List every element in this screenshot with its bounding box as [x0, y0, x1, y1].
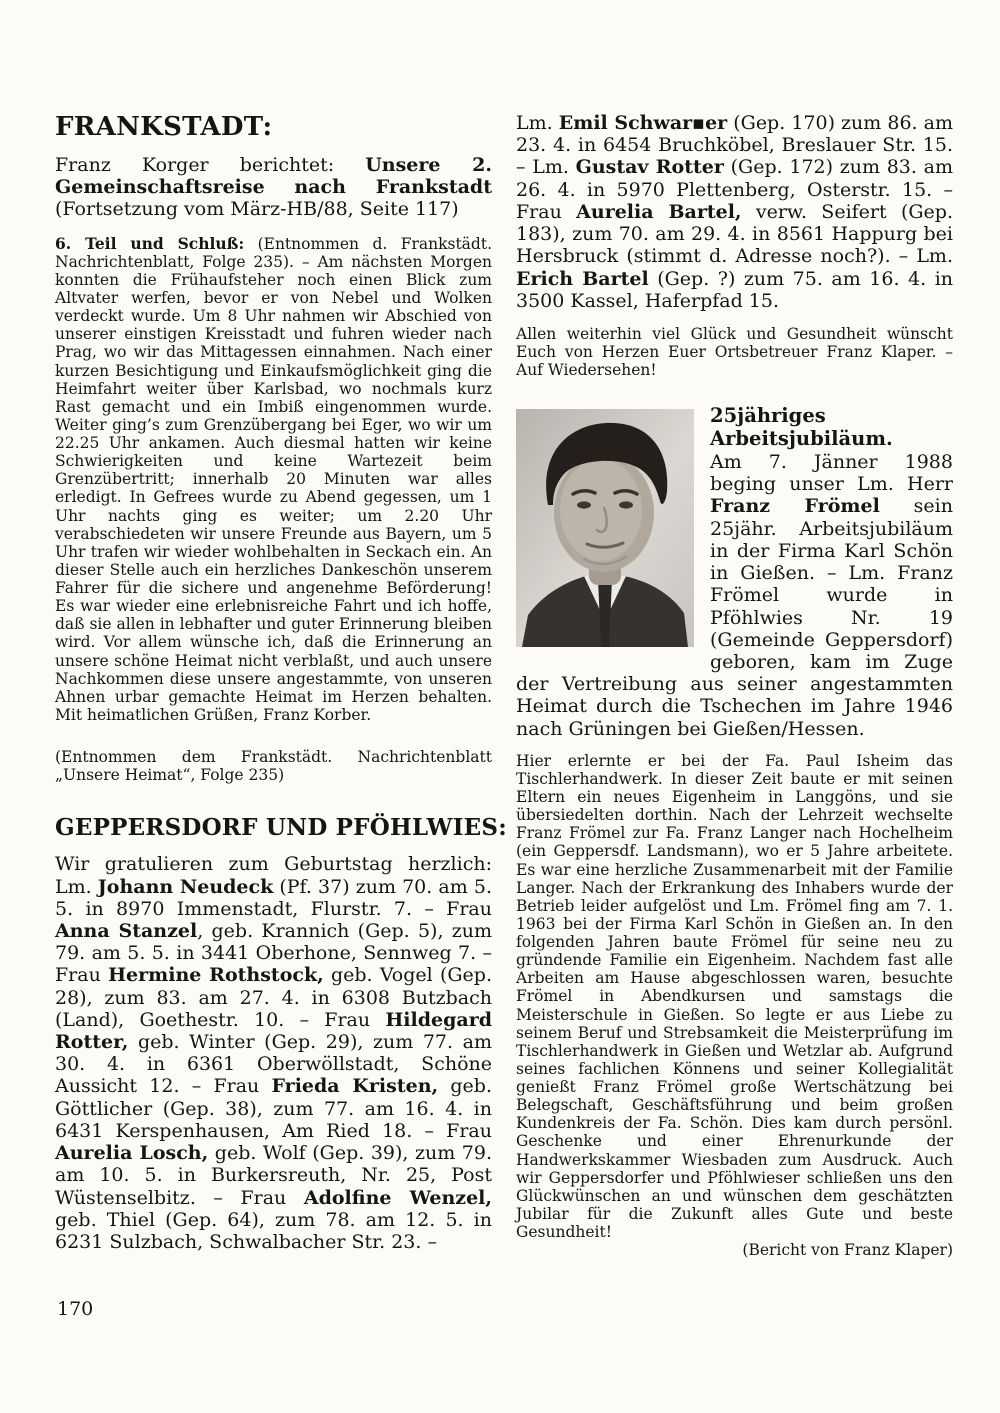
- jubilee-section: [516, 405, 953, 739]
- career-text: Hier erlernte er bei der Fa. Paul Isheim das Tischlerhandwerk. In dieser Zeit baute er mit seinen Eltern ein neues Eigenheim in Langgöns, und sie übersiedelten dorthin. Nach der Lehrzeit wechselte Franz Frömel zur Fa. Franz Langer nach Hochelheim (ein Geppersdf. Landsmann), wo er 5 Jahre arbeitete. Es war eine herzliche Zusammenarbeit mit der Familie Langer. Nach der Erkrankung des Inhabers wurde der Betrieb leider aufgelöst und Lm. Frömel fing am 7. 1. 1963 bei der Firma Karl Schön in Gießen an. In den folgenden Jahren baute Frömel für seine neu zu gründende Familie ein Eigenheim. Nachdem fast alle Arbeiten am Hause abgeschlossen waren, besuchte Frömel in Abendkursen und samstags die Meisterschule in Gießen. So legte er aus Liebe zu seinem Beruf und Strebsamkeit die Meisterprüfung im Tischlerhandwerk in Gießen und Wetzlar ab. Aufgrund seines fachlichen Könnens und seiner Kollegialität genießt Franz Frömel große Wertschätzung bei Belegschaft, Geschäftsführung und beim großen Kundenkreis der Fa. Schön. Dies kam durch persönl. Geschenke und einer Ehrenurkunde der Handwerkskammer Wiesbaden zum Ausdruck. Auch wir Geppersdorfer und Pföhlwieser schließen uns den Glückwünschen an und wünschen dem geschätzten Jubilar für die Zukunft alles Gute und beste Gesundheit!: [516, 751, 953, 1242]
- greeting-paragraph: Allen weiterhin viel Glück und Gesundheit wünscht Euch von Herzen Euer Ortsbetreuer Franz Klaper. – Auf Wiedersehen!: [516, 324, 953, 380]
- birthdays-continued: Lm. Emil Schwar▪er (Gep. 170) zum 86. am 23. 4. in 6454 Bruchköbel, Breslauer Str. 15. – Lm. Gustav Rotter (Gep. 172) zum 83. am 26. 4. in 5970 Plettenberg, Osterstr. 15. – Frau Aurelia Bartel, verw. Seifert (Gep. 183), zum 70. am 29. 4. in 8561 Happurg bei Hersbruck (stimmt d. Adresse noch?). – Lm. Erich Bartel (Gep. ?) zum 75. am 16. 4. in 3500 Kassel, Haferpfad 15.: [516, 112, 954, 312]
- portrait-photo: [516, 409, 694, 647]
- jubilee-text: Am 7. Jänner 1988 beging unser Lm. Herr Franz Frömel sein 25jähr. Arbeitsjubiläum in der Firma Karl Schön in Gießen. – Lm. Franz Frömel wurde in Pföhlwies Nr. 19 (Gemeinde Geppersdorf) geboren, kam im Zuge der Vertreibung aus seiner angestammten Heimat durch die Tschechen im Jahre 1946 nach Grüningen bei Gießen/Hessen.: [516, 450, 953, 740]
- geppersdorf-heading: GEPPERSDORF UND PFÖHLWIES:: [55, 814, 507, 842]
- frankstadt-intro: Franz Korger berichtet: Unsere 2. Gemeinschaftsreise nach Frankstadt (Fortsetzung vom März-HB/88, Seite 117): [55, 154, 493, 221]
- frankstadt-heading: FRANKSTADT:: [55, 112, 273, 142]
- jubilee-heading: 25jähriges Arbeitsjubiläum.: [710, 404, 893, 451]
- source-note: (Entnommen dem Frankstädt. Nachrichtenblatt „Unsere Heimat“, Folge 235): [55, 748, 492, 785]
- left-column: [55, 112, 507, 1253]
- portrait-photo-graphic: [516, 409, 694, 647]
- page-number: 170: [57, 1298, 94, 1320]
- geppersdorf-birthdays: Wir gratulieren zum Geburtstag herzlich: Lm. Johann Neudeck (Pf. 37) zum 70. am 5. 5. in 8970 Immenstadt, Flurstr. 7. – Frau Anna Stanzel, geb. Krannich (Gep. 5), zum 79. am 5. 5. in 3441 Oberhone, Sennweg 7. – Frau Hermine Rothstock, geb. Vogel (Gep. 28), zum 83. am 27. 4. in 6308 Butzbach (Land), Goethestr. 10. – Frau Hildegard Rotter, geb. Winter (Gep. 29), zum 77. am 30. 4. in 6361 Oberwöllstadt, Schöne Aussicht 12. – Frau Frieda Kristen, geb. Göttlicher (Gep. 38), zum 77. am 16. 4. in 6431 Kerspenhausen, Am Ried 18. – Frau Aurelia Losch, geb. Wolf (Gep. 39), zum 79. am 10. 5. in Burkersreuth, Nr. 25, Post Wüstenselbitz. – Frau Adolfine Wenzel, geb. Thiel (Gep. 64), zum 78. am 12. 5. in 6231 Sulzbach, Schwalbacher Str. 23. –: [55, 853, 493, 1253]
- report-byline: (Bericht von Franz Klaper): [742, 1241, 953, 1260]
- frankstadt-report: 6. Teil und Schluß: (Entnommen d. Frankstädt. Nachrichtenblatt, Folge 235). – Am nächsten Morgen konnten die Frühaufsteher noch einen Blick zum Altvater werfen, bevor er von Nebel und Wolken verdeckt wurde. Um 8 Uhr nahmen wir Abschied von unserer einstigen Kreisstadt und fuhren wieder nach Prag, wo wir das Mittagessen einnahmen. Nach einer kurzen Besichtigung und Einkaufsmöglichkeit ging die Heimfahrt weiter über Karlsbad, wo nochmals kurz Rast gemacht und ein Imbiß eingenommen wurde. Weiter ging’s zum Grenzübergang bei Eger, wo wir um 22.25 Uhr ankamen. Auch diesmal hatten wir keine Schwierigkeiten und keine Wartezeit beim Grenzübertritt; innerhalb 20 Minuten war alles erledigt. In Gefrees wurde zu Abend gegessen, um 1 Uhr nachts ging es weiter; um 2.20 Uhr verabschiedeten wir unsere Freunde aus Bayern, um 5 Uhr trafen wir wieder wohlbehalten in Seckach ein. An dieser Stelle auch ein herzliches Dankeschön unserem Fahrer für die sichere und angenehme Beförderung! Es war wieder eine erlebnisreiche Fahrt und ich hoffe, daß sie allen in lebhafter und guter Erinnerung bleiben wird. Vor allem wünsche ich, daß die Erinnerung an unsere schöne Heimat nicht verblaßt, und auch unsere Nachkommen diese unsere angestammte, von unseren Ahnen urbar gemachte Heimat im Herzen behalten. Mit heimatlichen Grüßen, Franz Korber.: [55, 233, 492, 724]
- right-column: [516, 112, 953, 1259]
